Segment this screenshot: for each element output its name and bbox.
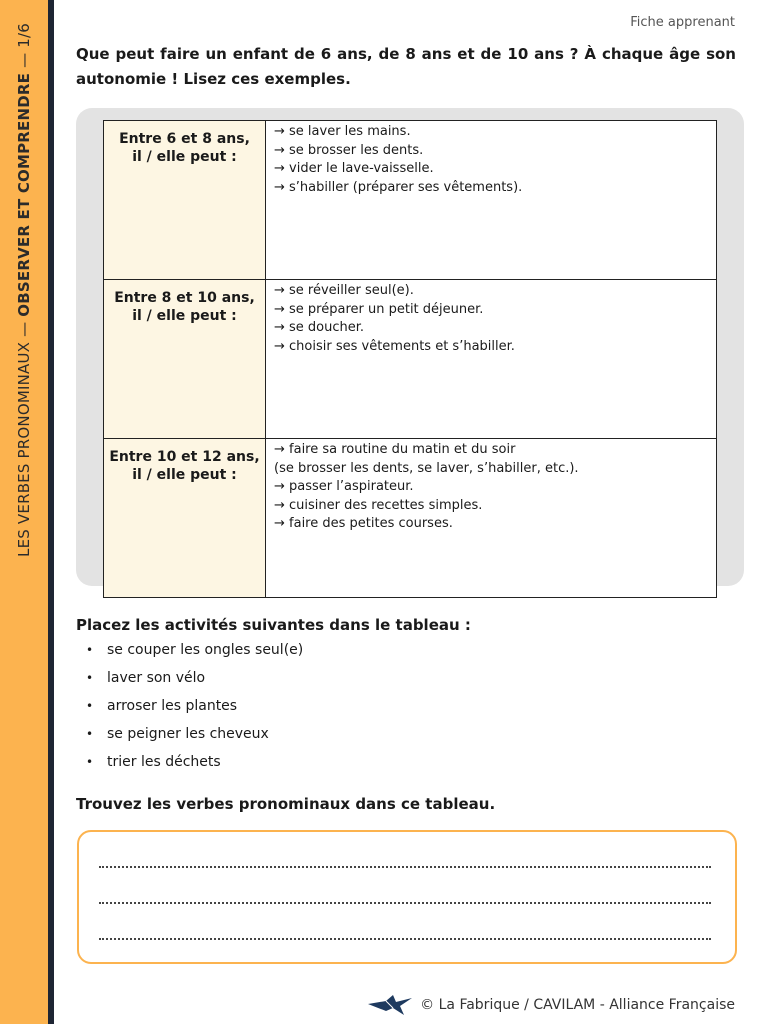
age-cell bbox=[104, 280, 266, 439]
activity-line: → cuisiner des recettes simples. bbox=[274, 497, 483, 513]
sidebar-title bbox=[15, 23, 33, 557]
footer-credit: © La Fabrique / CAVILAM - Alliance Française bbox=[420, 997, 735, 1013]
activity-line: → passer l’aspirateur. bbox=[274, 479, 414, 494]
age-cell bbox=[104, 439, 266, 598]
answer-line[interactable] bbox=[99, 938, 711, 940]
list-item: • laver son vélo bbox=[76, 666, 303, 694]
list-item: • se couper les ongles seul(e) bbox=[76, 638, 303, 666]
activity-line: → se réveiller seul(e). bbox=[274, 283, 414, 298]
intro-text: Que peut faire un enfant de 6 ans, de 8 ans et de 10 ans ? À chaque âge son autonomie ! Lisez ces exemples. bbox=[76, 45, 736, 88]
activity-line: → faire sa routine du matin et du soir bbox=[274, 442, 516, 457]
activities-cell bbox=[266, 121, 717, 280]
activity-line: → se brosser les dents. bbox=[274, 142, 424, 158]
answer-line[interactable] bbox=[99, 902, 711, 904]
table-row bbox=[104, 121, 717, 280]
activity-line: → se laver les mains. bbox=[274, 124, 411, 139]
list-item: • arroser les plantes bbox=[76, 694, 303, 722]
activity-line: → se préparer un petit déjeuner. bbox=[274, 301, 484, 317]
activity-line: → se doucher. bbox=[274, 320, 365, 335]
sidebar-section: OBSERVER ET COMPRENDRE bbox=[15, 72, 33, 317]
table-row bbox=[104, 280, 717, 439]
activity-line: (se brosser les dents, se laver, s’habiller, etc.). bbox=[274, 460, 579, 476]
sidebar-rule bbox=[48, 0, 54, 1024]
instruction-place-activities: Placez les activités suivantes dans le tableau : bbox=[76, 616, 471, 634]
age-caption: il / elle peut : bbox=[132, 308, 237, 324]
list-item: • trier les déchets bbox=[76, 750, 303, 778]
age-range: Entre 6 et 8 ans, bbox=[119, 131, 250, 147]
age-caption: il / elle peut : bbox=[132, 467, 237, 483]
activity-line: → s’habiller (préparer ses vêtements). bbox=[274, 179, 523, 195]
answer-box bbox=[77, 830, 737, 964]
activities-cell bbox=[266, 280, 717, 439]
table-panel bbox=[76, 108, 744, 586]
sidebar-page-number: — 1/6 bbox=[15, 23, 33, 73]
age-range: Entre 8 et 10 ans, bbox=[114, 290, 255, 306]
age-cell bbox=[104, 121, 266, 280]
header-label: Fiche apprenant bbox=[630, 15, 735, 30]
age-activities-table bbox=[103, 120, 717, 598]
age-caption: il / elle peut : bbox=[132, 149, 237, 165]
table-row bbox=[104, 439, 717, 598]
answer-line[interactable] bbox=[99, 866, 711, 868]
activities-list bbox=[76, 638, 303, 778]
sidebar-topic: LES VERBES PRONOMINAUX — bbox=[15, 316, 33, 557]
footer bbox=[366, 994, 735, 1016]
list-item: • se peigner les cheveux bbox=[76, 722, 303, 750]
activity-line: → choisir ses vêtements et s’habiller. bbox=[274, 338, 515, 354]
activity-line: → vider le lave-vaisselle. bbox=[274, 161, 434, 176]
instruction-find-verbs: Trouvez les verbes pronominaux dans ce tableau. bbox=[76, 795, 496, 813]
age-range: Entre 10 et 12 ans, bbox=[109, 449, 260, 465]
activities-cell bbox=[266, 439, 717, 598]
activity-line: → faire des petites courses. bbox=[274, 516, 453, 531]
bird-logo-icon bbox=[366, 994, 414, 1016]
